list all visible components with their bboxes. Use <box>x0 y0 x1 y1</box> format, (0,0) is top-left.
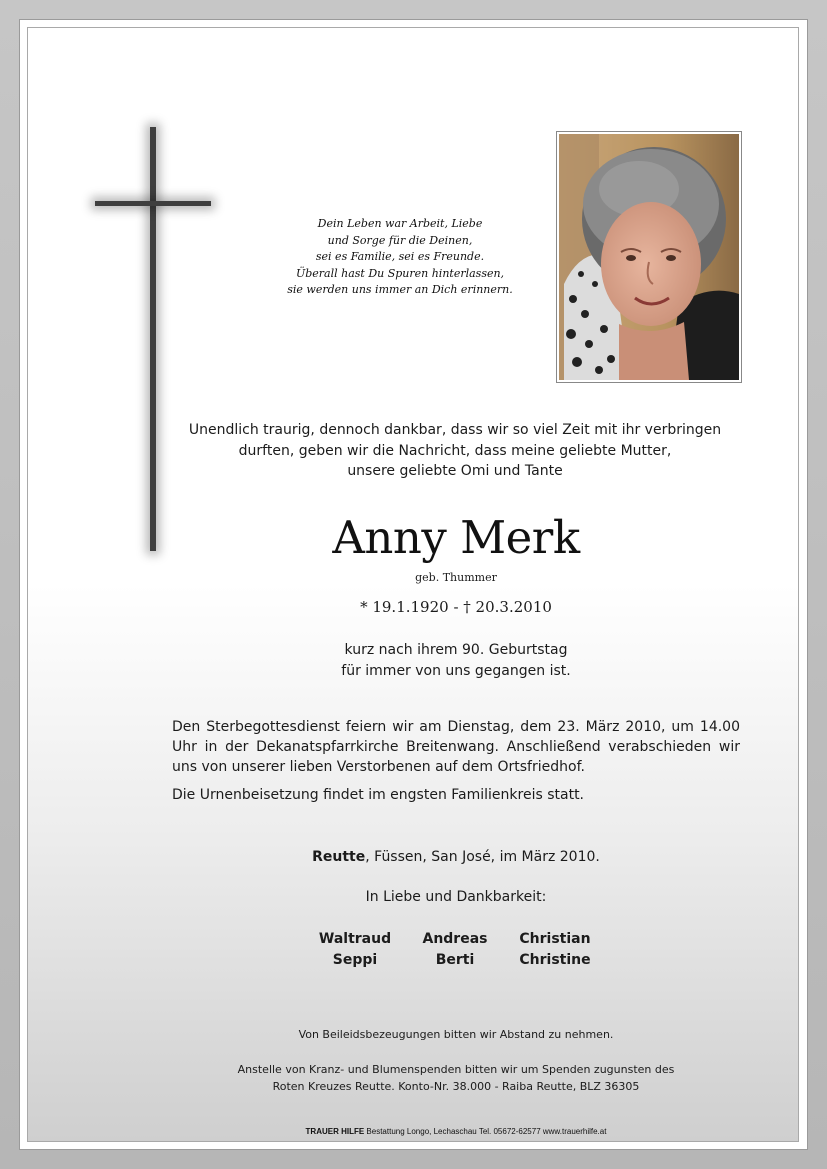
mourner-name: Andreas <box>422 931 488 947</box>
mourner-name: Christian <box>519 931 591 947</box>
footer-details: Bestattung Longo, Lechaschau Tel. 05672-62577 www.trauerhilfe.at <box>364 1127 607 1136</box>
footer-brand: TRAUER HILFE <box>305 1127 365 1136</box>
maiden-name: geb. Thummer <box>415 571 497 584</box>
cross-icon-bar <box>95 201 211 206</box>
poem-line: Dein Leben war Arbeit, Liebe <box>317 217 483 230</box>
intro-line: unsere geliebte Omi und Tante <box>347 463 563 479</box>
donation-note <box>156 1061 756 1095</box>
condolence-note: Von Beileidsbezeugungen bitten wir Abstand zu nehmen. <box>298 1028 614 1041</box>
donation-line: Roten Kreuzes Reutte. Konto-Nr. 38.000 - Raiba Reutte, BLZ 36305 <box>272 1080 640 1093</box>
poem-line: sei es Familie, sei es Freunde. <box>315 250 485 263</box>
poem <box>270 216 530 299</box>
mourner-name: Seppi <box>332 951 378 968</box>
mourner-name: Christine <box>519 951 591 968</box>
donation-line: Anstelle von Kranz- und Blumenspenden bitten wir um Spenden zugunsten des <box>237 1063 675 1076</box>
place-date-line <box>256 849 656 865</box>
mourner-name: Berti <box>435 951 475 968</box>
funeral-home-footer <box>156 1127 756 1136</box>
mourner-name: Waltraud <box>318 931 392 947</box>
mourners-list <box>305 929 605 970</box>
funeral-service-text: Den Sterbegottesdienst feiern wir am Dienstag, dem 23. März 2010, um 14.00 Uhr in der Dekanatspfarrkirche Breitenwang. Anschließend verabschieden wir uns von unserer lieben Verstorbenen auf dem Ortsfriedhof. <box>172 719 740 775</box>
intro-text <box>160 420 750 482</box>
poem-line: sie werden uns immer an Dich erinnern. <box>287 283 513 296</box>
urn-burial-text: Die Urnenbeisetzung findet im engsten Familienkreis statt. <box>172 787 585 803</box>
passing-line: für immer von uns gegangen ist. <box>341 662 571 679</box>
passing-line: kurz nach ihrem 90. Geburtstag <box>344 642 568 658</box>
cross-icon <box>150 127 156 551</box>
intro-line: Unendlich traurig, dennoch dankbar, dass wir so viel Zeit mit ihr verbringen <box>188 422 722 438</box>
life-dates: * 19.1.1920 - † 20.3.2010 <box>360 598 552 616</box>
place-rest: , Füssen, San José, im März 2010. <box>365 849 600 865</box>
portrait-photo <box>556 131 742 383</box>
intro-line: durften, geben wir die Nachricht, dass meine geliebte Mutter, <box>238 442 672 459</box>
poem-line: und Sorge für die Deinen, <box>327 233 473 247</box>
poem-line: Überall hast Du Spuren hinterlassen, <box>295 266 505 280</box>
passing-text <box>256 640 656 681</box>
thanks-line: In Liebe und Dankbarkeit: <box>365 889 547 905</box>
place-town: Reutte <box>312 849 366 865</box>
deceased-name: Anny Merk <box>332 511 580 564</box>
